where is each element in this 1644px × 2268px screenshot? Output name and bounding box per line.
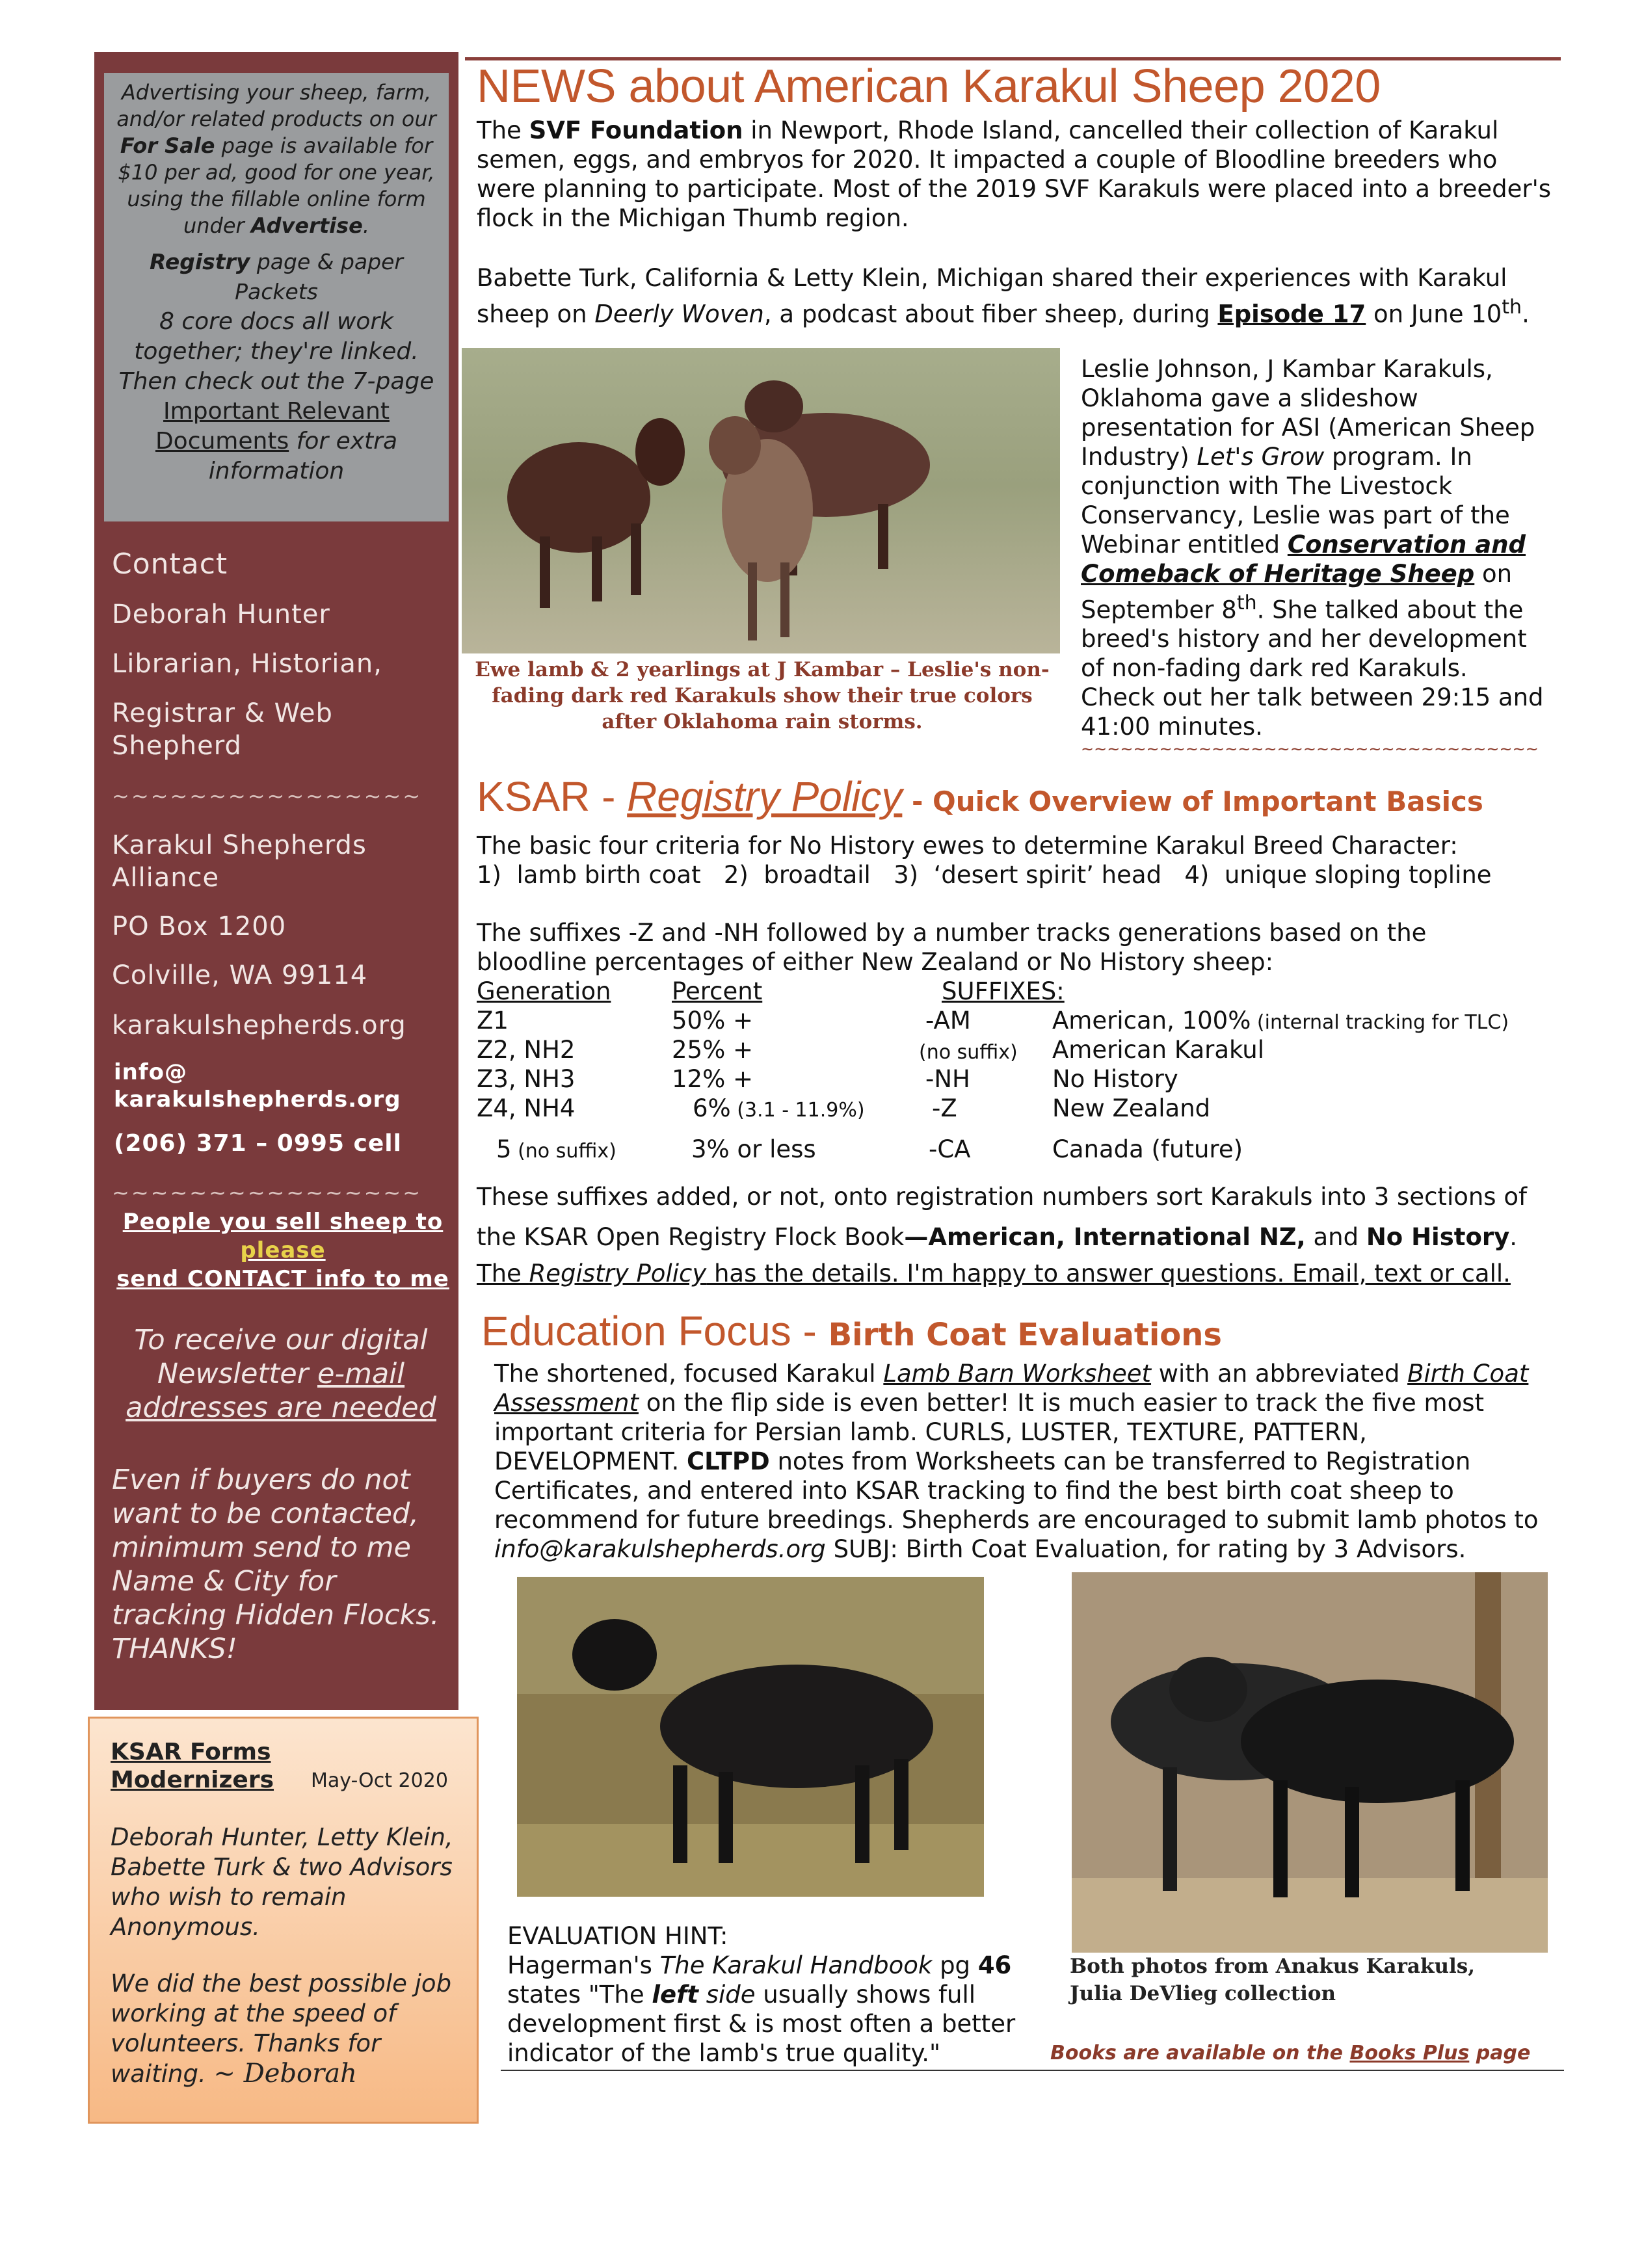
po-box: PO Box 1200 xyxy=(112,912,287,942)
suffix-intro: The suffixes -Z and -NH followed by a number tracks generations based on the bloodline percentages of either New Zealand or No History sheep: xyxy=(477,919,1427,976)
forms-date: May-Oct 2020 xyxy=(311,1769,448,1792)
header-percent: Percent xyxy=(672,977,763,1005)
tilde-divider-2: ~~~~~~~~~~~~~~~~ xyxy=(112,1180,422,1205)
lamb-barn-worksheet-link[interactable]: Lamb Barn Worksheet xyxy=(883,1360,1152,1388)
forms-credits: Deborah Hunter, Letty Klein, Babette Turk & two Advisors who wish to remain Anonymous. xyxy=(111,1823,453,1941)
tilde-divider-3: ~~~~~~~~~~~~~~~~~~~~~~~~~~~~~~~~~~~ xyxy=(1081,740,1539,758)
policy-heading: KSAR - Registry Policy - Quick Overview of Important Basics xyxy=(477,773,1483,820)
education-paragraph: The shortened, focused Karakul Lamb Barn Worksheet with an abbreviated Birth Coat Assessment on the flip side is even better! It is much easier to track the five most important criteria for Persian lamb. CURLS, LUSTER, TEXTURE, PATTERN, DEVELOPMENT. CLTPD notes from Worksheets can be transferred to Registration Certificates, and entered into KSAR tracking to find the best birth coat sheep to recommend for future breedings. Shepherds are encouraged to submit lamb photos to info@karakulshepherds.org SUBJ: Birth Coat Evaluation, for rating by 3 Advisors. xyxy=(494,1360,1539,1563)
leslie-paragraph: Leslie Johnson, J Kambar Karakuls, Oklahoma gave a slideshow presentation for ASI (American Sheep Industry) Let's Grow program. In conjunction with The Livestock Conservancy, Leslie was part of the Webinar entitled Conservation and Comeback of Heritage Sheep on September 8th. She talked about the breed's history and her development of non-fading dark red Karakuls. Check out her talk between 29:15 and 41:00 minutes. xyxy=(1081,355,1544,741)
org-name: Karakul Shepherds Alliance xyxy=(112,830,367,893)
books-notice: Books are available on the Books Plus page xyxy=(1050,2042,1531,2064)
registry-details-link[interactable]: The Registry Policy has the details. I'm happy to answer questions. Email, text or call. xyxy=(477,1259,1511,1287)
advertising-text: Advertising your sheep, farm, and/or related products on our For Sale page is available for $10 per ad, good for one year, using the fillable online form under Advertise. xyxy=(116,80,436,238)
forms-title: KSAR Forms Modernizers xyxy=(111,1739,274,1793)
episode-17-link[interactable]: Episode 17 xyxy=(1217,300,1366,328)
contact-name: Deborah Hunter xyxy=(112,600,330,629)
tilde-divider: ~~~~~~~~~~~~~~~~ xyxy=(112,784,422,808)
header-suffixes: SUFFIXES: xyxy=(942,977,1065,1005)
black-lamb-photo-2 xyxy=(1072,1572,1548,1953)
contact-role: Librarian, Historian, xyxy=(112,649,382,679)
svf-paragraph: The SVF Foundation in Newport, Rhode Island, cancelled their collection of Karakul semen, eggs, and embryos for 2020. It impacted a couple of Bloodline breeders who were planning to participate. Most of the 2019 SVF Karakuls were placed into a breeder's flock in the Michigan Thumb region. xyxy=(477,116,1552,232)
registry-text: Registry page & paper Packets 8 core docs all work together; they're linked. Then check out the 7-page Important Relevant Documents for extra information xyxy=(118,249,434,484)
news-heading: NEWS about American Karakul Sheep 2020 xyxy=(477,60,1381,112)
phone-number: (206) 371 – 0995 cell xyxy=(114,1130,402,1157)
newsletter-notice: To receive our digital Newsletter e-mail addresses are needed xyxy=(126,1324,436,1424)
signature: ~ Deborah xyxy=(213,2059,357,2089)
header-generation: Generation xyxy=(477,977,611,1005)
people-you-sell-notice: People you sell sheep to please send CONTACT info to me xyxy=(116,1209,449,1292)
forms-thanks: We did the best possible job working at the speed of volunteers. Thanks for waiting. ~ Deborah xyxy=(111,1970,452,2089)
podcast-paragraph: Babette Turk, California & Letty Klein, Michigan shared their experiences with Karakul sheep on Deerly Woven, a podcast about fiber sheep, during Episode 17 on June 10th. xyxy=(477,264,1530,328)
anakus-photo-caption: Both photos from Anakus Karakuls, Julia DeVlieg collection xyxy=(1070,1955,1476,2005)
contact-heading: Contact xyxy=(112,547,228,581)
contact-role-2: Registrar & Web Shepherd xyxy=(112,698,333,761)
sheep-photo-j-kambar xyxy=(462,348,1060,653)
buyers-notice: Even if buyers do not want to be contacted, minimum send to me Name & City for tracking Hidden Flocks. THANKS! xyxy=(112,1464,440,1665)
city-address: Colville, WA 99114 xyxy=(112,960,368,990)
books-plus-link[interactable]: Books Plus xyxy=(1349,2042,1470,2064)
birth-coat-assessment-link[interactable]: Birth Coat Assessment xyxy=(494,1360,1529,1417)
advertising-box xyxy=(104,73,449,521)
email-link[interactable]: info@ karakulshepherds.org xyxy=(114,1059,401,1113)
website-link[interactable]: karakulshepherds.org xyxy=(112,1010,406,1040)
sections-paragraph: These suffixes added, or not, onto registration numbers sort Karakuls into 3 sections of the KSAR Open Registry Flock Book—American, International NZ, and No History. xyxy=(477,1183,1528,1251)
conservation-webinar-link[interactable]: Conservation and Comeback of Heritage Sheep xyxy=(1081,531,1526,588)
criteria-list: 1) lamb birth coat 2) broadtail 3) ‘desert spirit’ head 4) unique sloping topline xyxy=(477,861,1492,889)
j-kambar-photo-caption: Ewe lamb & 2 yearlings at J Kambar – Leslie's non-fading dark red Karakuls show their true colors after Oklahoma rain storms. xyxy=(475,658,1050,733)
criteria-intro: The basic four criteria for No History ewes to determine Karakul Breed Character: xyxy=(477,832,1458,860)
forms-modernizers-box xyxy=(88,1717,479,2124)
evaluation-hint: EVALUATION HINT: Hagerman's The Karakul Handbook pg 46 states "The left side usually shows full development first & is most often a better indicator of the lamb's true quality." xyxy=(507,1922,1016,2067)
black-lamb-photo-1 xyxy=(517,1577,984,1897)
lambs-photo-image xyxy=(1072,1572,1548,1953)
sheep-photo-image xyxy=(462,348,1060,653)
registry-policy-link[interactable]: Registry Policy xyxy=(627,773,903,820)
education-heading: Education Focus - Birth Coat Evaluations xyxy=(481,1308,1222,1354)
lamb-photo-image xyxy=(517,1577,984,1897)
bottom-rule xyxy=(501,2070,1564,2071)
important-documents-link[interactable]: Important Relevant Documents xyxy=(155,398,390,455)
advertise-link[interactable]: Advertise xyxy=(250,213,363,238)
email-address-link[interactable]: info@karakulshepherds.org xyxy=(494,1535,826,1563)
for-sale-link[interactable]: For Sale xyxy=(120,133,215,158)
registry-link[interactable]: Registry xyxy=(150,249,250,274)
